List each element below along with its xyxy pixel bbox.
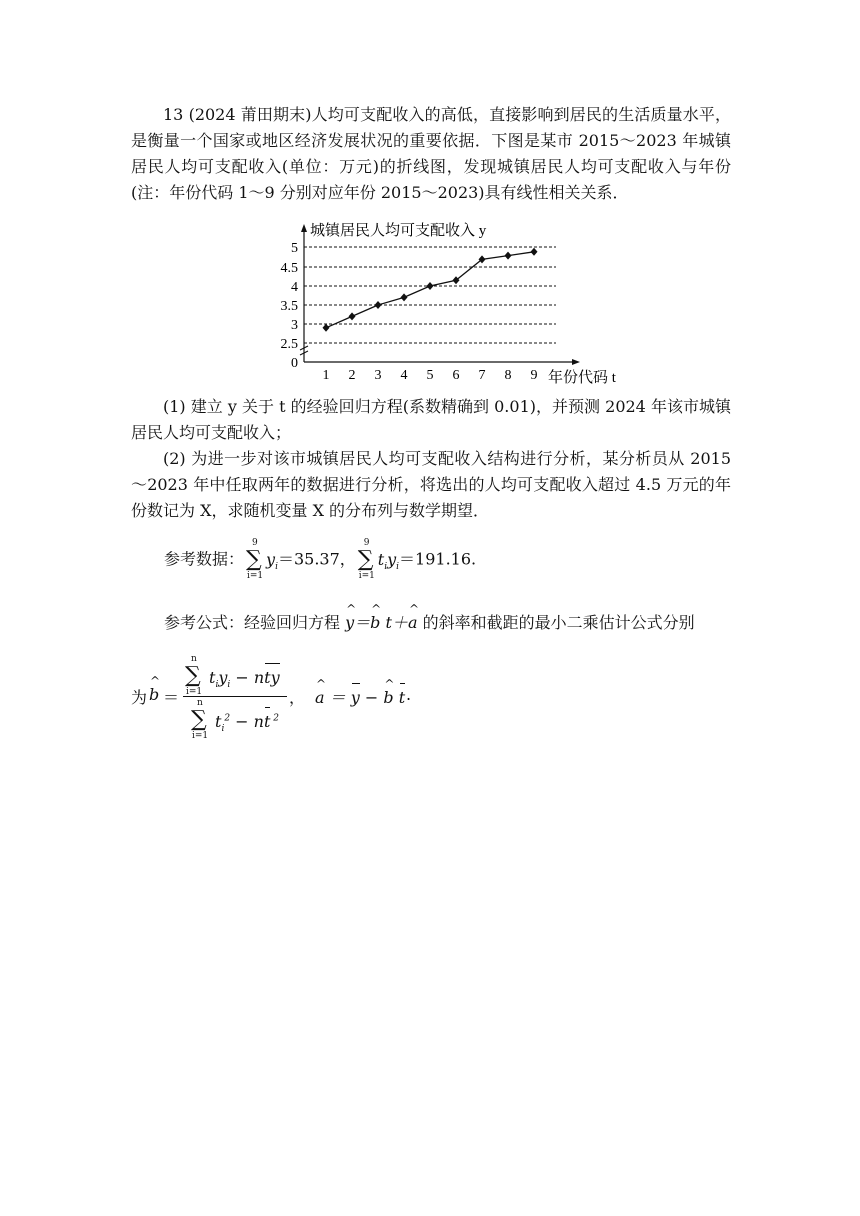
x-tick-label: 8 [504,368,512,383]
y-tick-label: 3 [291,318,298,333]
ref-formula-tail: 的斜率和截距的最小二乘估计公式分别 [422,613,695,632]
x-tick-label: 4 [400,368,408,383]
regression-equation: ^ y＝^ b t＋^ a [345,613,417,632]
formula-end: . [406,685,412,704]
x-tick-label: 5 [426,368,434,383]
ref-formula-text: 参考公式：经验回归方程 [164,613,341,632]
reference-formula [164,610,695,633]
x-tick-label: 9 [530,368,538,383]
income-line-chart [280,222,625,390]
y-tick-label: 4.5 [280,261,298,276]
data-point [323,324,330,332]
sum-symbol: 9 ∑ i=1 [246,538,264,581]
data-point [349,312,356,320]
formula-prefix: 为 [131,688,148,707]
y-tick-label: 0 [291,356,298,371]
data-point [531,248,538,256]
x-tick-label: 6 [452,368,460,383]
y-axis-arrow [301,224,307,232]
question-1: (1) 建立 y 关于 t 的经验回归方程(系数精确到 0.01)，并预测 2024 年该市城镇居民人均可支配收入； [131,397,731,442]
data-point [427,282,434,290]
reference-data: 参考数据： 9 ∑ i=1 $y_i=35.37$， 9 ∑ i=1 $t_iy_i=191.16$. [164,538,477,581]
y-tick-label: 4 [291,280,298,295]
y-tick-label: 2.5 [280,337,298,352]
problem-intro: 13 (2024 莆田期末)人均可支配收入的高低，直接影响到居民的生活质量水平，是衡量一个国家或地区经济发展状况的重要依据．下图是某市 2015～2023 年城镇居民人均可支配收入(单位：万元)的折线图，发现城镇居民人均可支配收入与年份(注：年份代码 1～9 分别对应年份 2015～2023)具有线性相关关系． [131,105,731,202]
ref-sum1-value: ＝35.37， [277,549,356,569]
x-tick-label: 1 [322,368,330,383]
x-tick-label: 2 [348,368,356,383]
page: 13 (2024 莆田期末)人均可支配收入的高低，直接影响到居民的生活质量水平，是衡量一个国家或地区经济发展状况的重要依据．下图是某市 2015～2023 年城镇居民人均可支配收入(单位：万元)的折线图，发现城镇居民人均可支配收入与年份(注：年份代码 1～9 分别对应年份 2015～2023)具有线性相关关系． 0 2.5 3 3.5 4 4.5 5 1 2 3 4 5 6 7 8 9 城镇居民人均可支配收入 y 年份代码 t (1) 建立 y 关于 t 的经验回归方程(系数精确到 0.01)，并预测 2024 年该市城镇居民人均可支配收入； (2) 为进一步对该市城镇居民人均可支配收入结构进行分析，某分析员从 2015～2023 年中任取两年的数据进行分析，将选出的人均可支配收入超过 4.5 万元的年份数记为 X，求随机变量 X 的分布列与数学期望． 参考数据： 9 ∑ i=1 $y_i=35.37$， 9 ∑ i=1 $t_iy_i=191.16$. 参考公式：经验回归方程 ^ y＝^ b t＋^ a 的斜率和截距的最小二乘估计公式分别 为 ^ b ＝ n ∑ i=1 $t_iy_i$ − nty n ∑ i=1 $t_i^2$ − nt $^2$ ， ^ a ＝ y − ^ b t . [0,0,860,1216]
question-2: (2) 为进一步对该市城镇居民人均可支配收入结构进行分析，某分析员从 2015～2023 年中任取两年的数据进行分析，将选出的人均可支配收入超过 4.5 万元的年份数记为 X，求随机变量 X 的分布列与数学期望． [131,449,731,520]
x-axis-label: 年份代码 t [548,370,616,386]
x-tick-label: 3 [374,368,382,383]
x-axis-arrow [572,359,580,365]
data-point [505,252,512,260]
ref-data-label: 参考数据： [164,549,245,569]
y-axis-label: 城镇居民人均可支配收入 y [310,223,487,239]
data-point [375,301,382,309]
y-tick-label: 3.5 [280,299,298,314]
sum-symbol: 9 ∑ i=1 [357,538,375,581]
chart-svg [280,222,625,390]
x-tick-label: 7 [478,368,486,383]
data-point [401,293,408,301]
y-tick-label: 5 [291,241,298,256]
ref-sum2-value: ＝191.16. [399,549,477,569]
